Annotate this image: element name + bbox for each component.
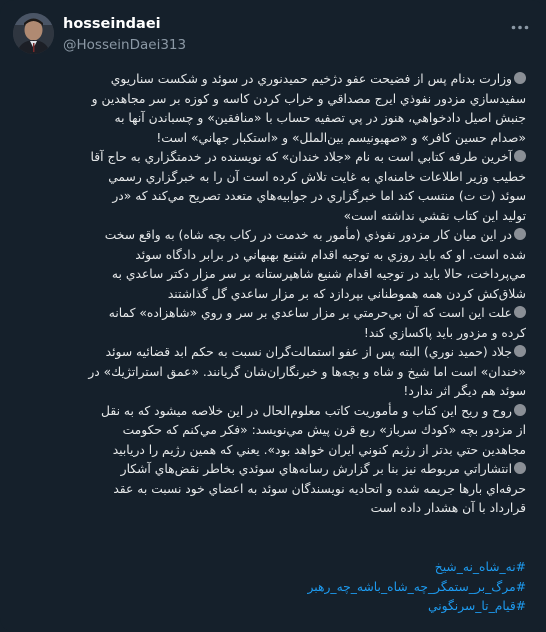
tweet-text-line-content: انتشاراتي مربوطه نيز بنا بر گزارش رسانه‌هاي سوئدي بخاطر نقض‌هاي آشكار: [120, 462, 512, 476]
tweet-text-line: [22, 402, 526, 422]
author-name[interactable]: hosseindaei: [63, 16, 161, 32]
tweet-text-line: [22, 460, 526, 480]
tweet-text-line: [22, 90, 526, 110]
tweet-text-line: [22, 343, 526, 363]
tweet-text-line-content: قرارداد با آن هشدار داده است: [370, 501, 526, 515]
tweet-text-line-content: وزارت بدنام پس از فضيحت عفو دژخيم حميدنوري در سوئد و شكست سناريوي: [110, 72, 512, 86]
tweet-text-line-content: روح و ريح اين كتاب و مأموريت كاتب معلوم‌الحال در اين خلاصه ميشود كه به نقل: [101, 403, 512, 418]
tweet-text-line: [22, 226, 526, 246]
tweet-text-line-content: «صدام حسين كافر» و «صهيونيسم بين‌الملل» و «استكبار جهاني» است!: [156, 130, 526, 145]
tweet-text: [22, 70, 526, 519]
tweet-text-line: [22, 265, 526, 285]
more-horizontal-icon: [511, 25, 529, 30]
tweet-text-line-content: جنبش اصيل دادخواهي، هنوز در پي تصفيه حساب با «منافقين» و چسباندن آنها به: [114, 111, 526, 125]
tweet-text-line: [22, 499, 526, 519]
tweet-text-line-content: سفيدسازي مزدور نفوذي ايرج مصداقي و خراب كردن كاسه و كوزه بر سر مجاهدين و: [91, 91, 526, 106]
tweet-text-line: [22, 441, 526, 461]
hashtag-list: [22, 558, 526, 617]
bullet-emoji-icon: [514, 72, 526, 84]
avatar-photo-icon: [13, 13, 54, 54]
tweet-text-line-content: جلاد (حميد نوري) البته پس از عفو استمالت‌گران نسبت به حكم ابد قضائيه سوئد: [105, 345, 512, 359]
tweet-text-line-content: «خندان» است اما شيخ و شاه و بچه‌ها و خبرنگاران‌شان گريانند. «عمق استراتژيك» در: [88, 364, 526, 379]
hashtag-link[interactable]: #قيام_تا_سرنگوني: [427, 599, 526, 613]
tweet-text-line: [22, 148, 526, 168]
tweet-text-line-content: شده است. او كه بايد روزي به توجيه اقدام شنيع بهبهاني در برابر دادگاه سوئد: [135, 247, 526, 262]
tweet-text-line-content: حرفه‌اي بارها جريمه شده و اتحاديه نويسندگان سوئد به اعضاي خود نسبت به عقد: [113, 481, 526, 496]
tweet-text-line: [22, 246, 526, 266]
bullet-emoji-icon: [514, 462, 526, 474]
bullet-emoji-icon: [514, 150, 526, 162]
bullet-emoji-icon: [514, 404, 526, 416]
bullet-emoji-icon: [514, 345, 526, 357]
tweet-text-line-content: خطيب وزير اطلاعات خامنه‌اي به غايت تلاش كرده است آن را به خبرگزاري رسمي: [108, 169, 526, 184]
bullet-emoji-icon: [514, 228, 526, 240]
tweet-text-line: [22, 421, 526, 441]
more-options-button[interactable]: [508, 18, 532, 36]
tweet-text-line: [22, 285, 526, 305]
hashtag-link[interactable]: #مرگ_بر_ستمگر_چه_شاه_باشه_چه_رهبر: [307, 579, 526, 594]
tweet-text-line: [22, 129, 526, 149]
tweet-text-line: [22, 363, 526, 383]
tweet-text-line: [22, 304, 526, 324]
tweet-text-line-content: سوئد هم ديگر اثر ندارد!: [403, 384, 526, 398]
tweet-text-line-content: در اين ميان كار مزدور نفوذي (مأمور به خدمت در ركاب بچه شاه) به واقع سخت: [104, 228, 512, 242]
tweet-text-line-content: علت اين است كه آن بي‌حرمتي بر مزار ساعدي بر سر و روي «شاهزاده» كمانه: [108, 306, 512, 320]
tweet-text-line-content: مجاهدين حتي بدتر از رژيم كنوني ايران خواهد بود». يعني كه همين رژيم را دريابيد: [112, 442, 526, 457]
tweet-text-line: [22, 168, 526, 188]
author-handle[interactable]: @HosseinDaei313: [63, 37, 187, 53]
tweet-text-line-content: كرده و مزدور بايد پاكسازي كند!: [363, 325, 526, 340]
tweet-text-line: [22, 207, 526, 227]
tweet-text-line: [22, 324, 526, 344]
tweet-text-line: [22, 480, 526, 500]
tweet-text-line: [22, 187, 526, 207]
tweet-text-line-content: از مزدور بچه «كودك سرباز» ربع قرن پيش مي‌نويسد: «فكر مي‌كنم كه حكومت: [122, 423, 526, 437]
tweet-text-line-content: مي‌پرداخت، حالا بايد در توجيه اقدام شنيع شاهپرستانه بر سر مزار دكتر ساعدي به: [111, 267, 526, 281]
avatar[interactable]: [13, 13, 54, 54]
hashtag-link[interactable]: #نه_شاه_نه_شيخ: [434, 560, 526, 574]
tweet-text-line: [22, 382, 526, 402]
tweet-text-line-content: سوئد (ت ت) منتسب كند اما خبرگزاري در جوابيه‌هاي متعدد تصريح مي‌كند كه «در: [112, 189, 526, 203]
tweet-text-line-content: آخرين طرفه كتابي است به نام «جلاد خندان» كه نويسنده در خدمتگزاري به حاج آقا: [90, 150, 512, 164]
tweet-text-line: [22, 70, 526, 90]
tweet-text-line-content: توليد اين كتاب نقشي نداشته است»: [343, 208, 526, 223]
tweet-text-line: [22, 109, 526, 129]
tweet-text-line-content: شلاق‌كش كردن همه هموطناني بپردازد كه بر مزار ساعدي گل گذاشتند: [167, 286, 526, 301]
bullet-emoji-icon: [514, 306, 526, 318]
